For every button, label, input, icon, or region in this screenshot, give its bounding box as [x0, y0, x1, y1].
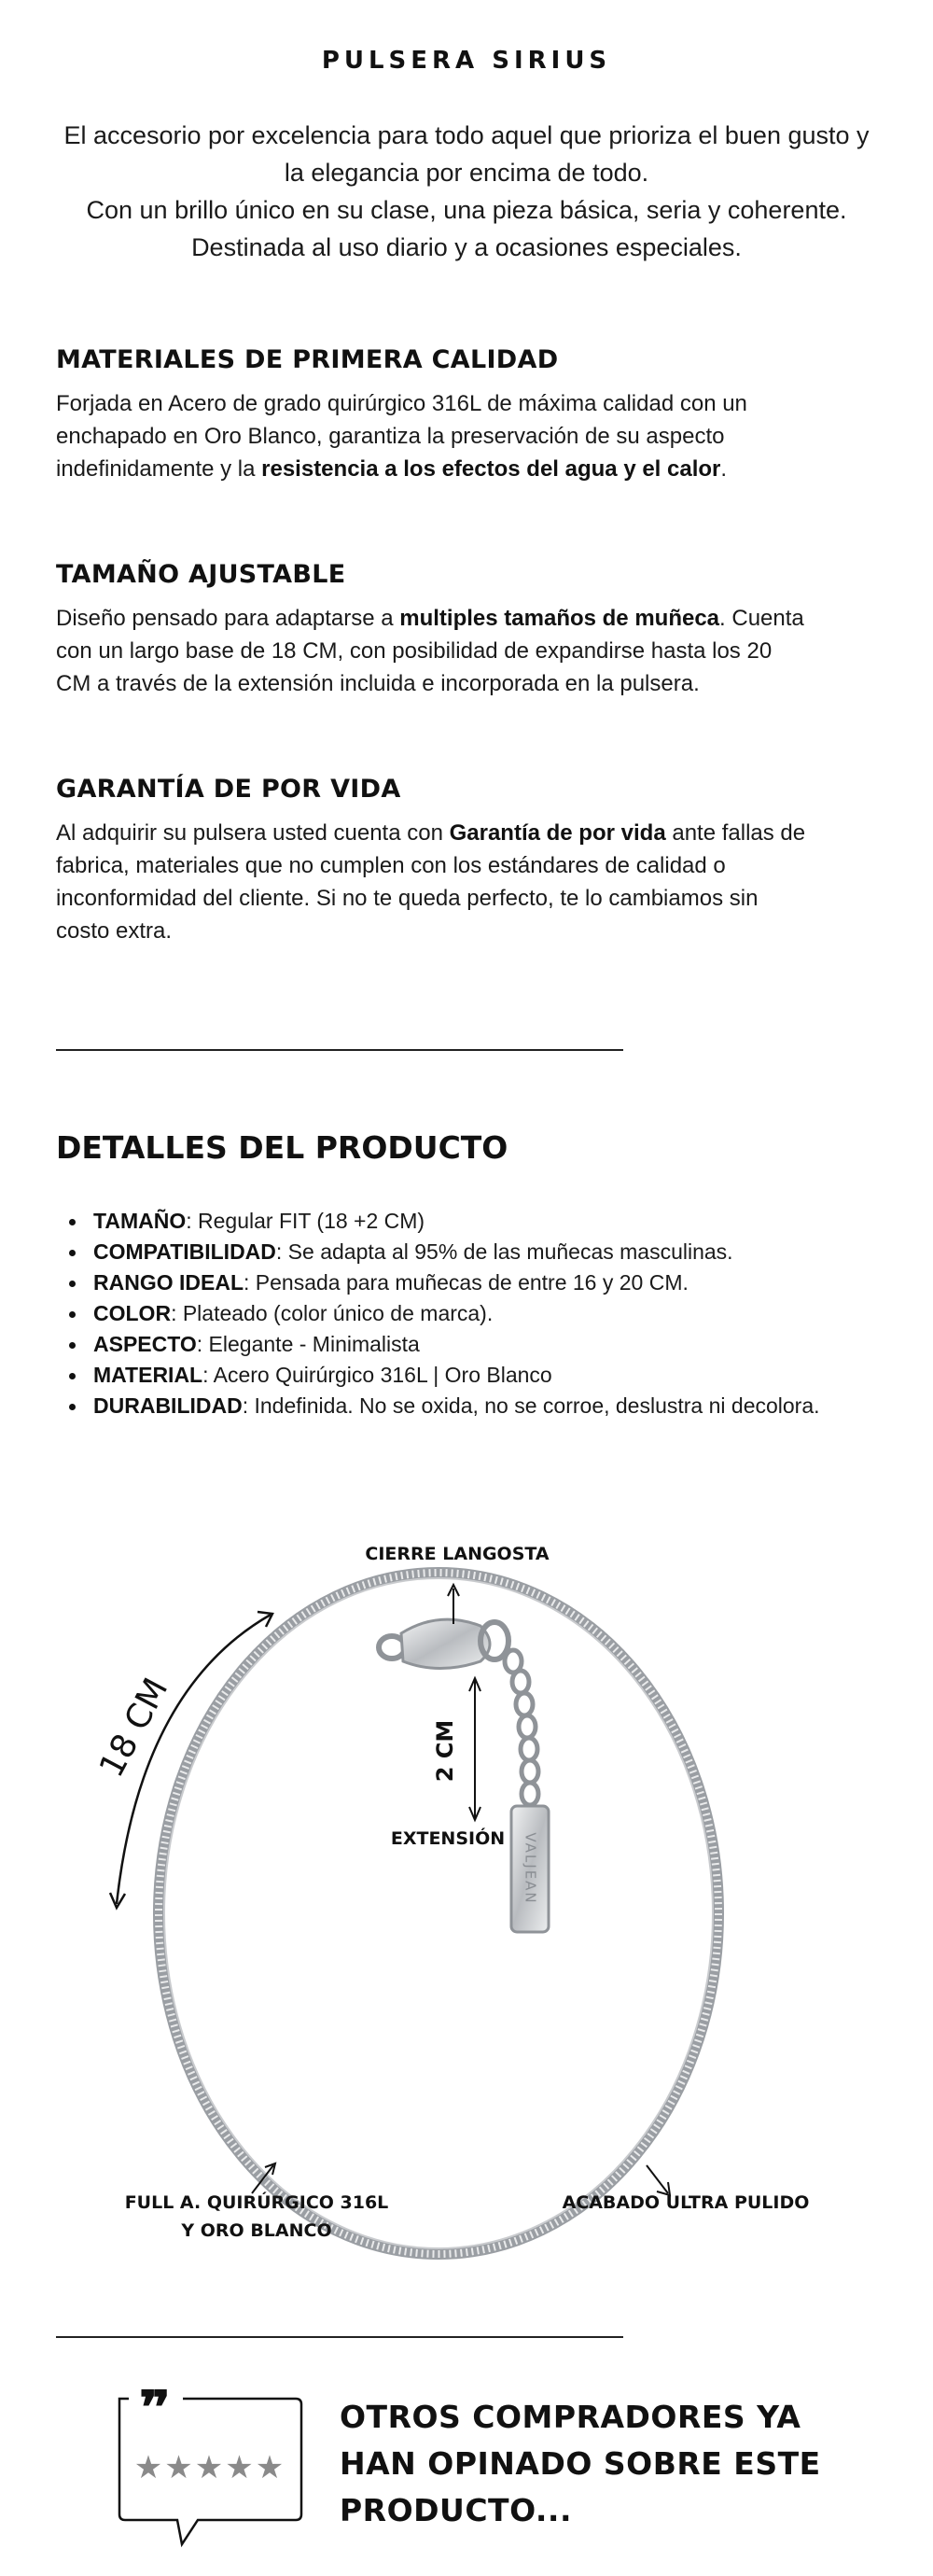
warranty-bold: Garantía de por vida	[449, 820, 666, 846]
warranty-body	[56, 817, 812, 947]
details-item-label: COLOR	[93, 1301, 172, 1325]
bracelet-chain-edge	[164, 1578, 713, 2248]
details-item-label: MATERIAL	[93, 1363, 203, 1387]
warranty-heading: GARANTÍA DE POR VIDA	[56, 775, 401, 804]
details-item-label: RANGO IDEAL	[93, 1270, 244, 1295]
details-item	[56, 1237, 821, 1267]
divider-top	[56, 1049, 623, 1051]
extension-label: EXTENSIÓN	[390, 1828, 506, 1849]
materials-body	[56, 387, 812, 485]
details-item-label: ASPECTO	[93, 1332, 197, 1356]
details-item-label: TAMAÑO	[93, 1209, 187, 1233]
warranty-text-b: ante fallas de fabrica, materiales que no cumplen con los estándares de calidad o inconformidad del cliente. Si no te queda perfecto, te lo cambiamos sin costo extra.	[56, 820, 806, 944]
materials-section	[56, 345, 812, 485]
stars-icon: ★★★★★	[133, 2449, 286, 2486]
materials-text-a: Forjada en Acero de grado quirúrgico 316L de máxima calidad con un enchapado en Oro Blanco, garantiza la preservación de su aspecto indefinidamente y la	[56, 391, 747, 482]
clasp-label: CIERRE LANGOSTA	[365, 1544, 550, 1564]
extension-length-label: 2 CM	[432, 1719, 458, 1783]
size-text-b: . Cuenta con un largo base de 18 CM, con posibilidad de expandirse hasta los 20 CM a través de la extensión incluida e incorporada en la pulsera.	[56, 606, 804, 696]
size-heading: TAMAÑO AJUSTABLE	[56, 560, 346, 589]
details-item	[56, 1360, 821, 1391]
details-heading: DETALLES DEL PRODUCTO	[56, 1129, 508, 1166]
lobster-clasp	[379, 1619, 508, 1668]
details-list	[56, 1206, 821, 1421]
warranty-section	[56, 775, 812, 947]
finish-label: ACABADO ULTRA PULIDO	[562, 2192, 810, 2213]
material-label-line-1: FULL A. QUIRÚRGICO 316L	[124, 2192, 389, 2213]
brand-tag-text: VALJEAN	[522, 1832, 539, 1905]
size-text-a: Diseño pensado para adaptarse a	[56, 606, 400, 631]
materials-bold: resistencia a los efectos del agua y el calor	[261, 456, 721, 482]
intro-line-1: El accesorio por excelencia para todo aquel que prioriza el buen gusto y la elegancia por encima de todo.	[63, 121, 870, 187]
details-item-label: COMPATIBILIDAD	[93, 1239, 276, 1264]
reviews-heading: OTROS COMPRADORES YA HAN OPINADO SOBRE ESTE PRODUCTO...	[340, 2399, 821, 2528]
intro-line-2: Con un brillo único en su clase, una pieza básica, seria y coherente. Destinada al uso diario y a ocasiones especiales.	[86, 196, 847, 261]
details-item	[56, 1329, 821, 1360]
review-badge	[112, 2389, 308, 2562]
size-bold: multiples tamaños de muñeca	[399, 606, 720, 631]
quote-icon: ❞	[138, 2389, 172, 2443]
extension-chain	[505, 1650, 538, 1805]
length-label: 18 CM	[91, 1672, 176, 1785]
details-item-value: : Se adapta al 95% de las muñecas masculinas.	[275, 1239, 733, 1264]
details-item	[56, 1206, 821, 1237]
material-label	[98, 2189, 415, 2245]
details-item-label: DURABILIDAD	[93, 1393, 243, 1418]
intro-text	[56, 117, 877, 266]
details-item-value: : Acero Quirúrgico 316L | Oro Blanco	[202, 1363, 552, 1387]
materials-heading: MATERIALES DE PRIMERA CALIDAD	[56, 345, 559, 374]
speech-bubble-icon	[112, 2389, 308, 2557]
details-item	[56, 1267, 821, 1298]
details-item-value: : Regular FIT (18 +2 CM)	[186, 1209, 425, 1233]
materials-text-b: .	[720, 456, 728, 482]
details-item-value: : Pensada para muñecas de entre 16 y 20 CM.	[244, 1270, 689, 1295]
material-label-line-2: Y ORO BLANCO	[181, 2220, 332, 2241]
length-arrowhead-top	[258, 1612, 272, 1627]
size-body	[56, 602, 812, 700]
size-section	[56, 560, 812, 700]
bracelet-illustration	[0, 1521, 933, 2268]
bracelet-diagram	[0, 1521, 933, 2268]
details-item-value: : Elegante - Minimalista	[196, 1332, 420, 1356]
divider-bottom	[56, 2336, 623, 2338]
product-title: PULSERA SIRIUS	[321, 47, 612, 75]
details-item-value: : Indefinida. No se oxida, no se corroe, deslustra ni decolora.	[242, 1393, 820, 1418]
warranty-text-a: Al adquirir su pulsera usted cuenta con	[56, 820, 450, 846]
details-item-value: : Plateado (color único de marca).	[171, 1301, 494, 1325]
details-item	[56, 1298, 821, 1329]
details-item	[56, 1391, 821, 1421]
